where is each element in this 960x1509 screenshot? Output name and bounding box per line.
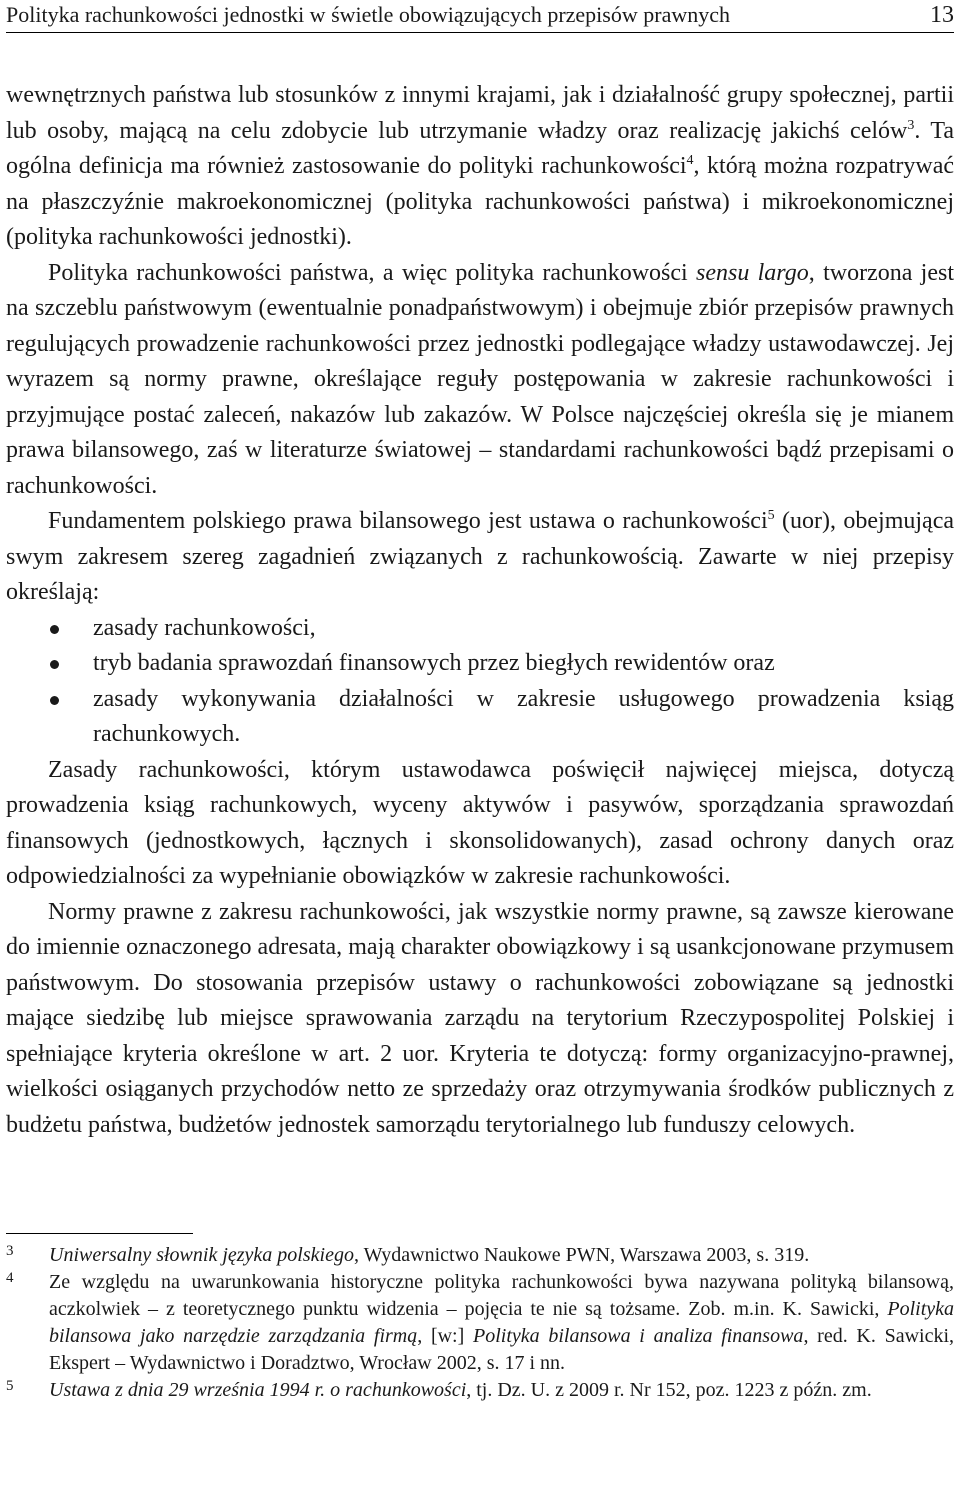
text-span: , którą można rozpatrywać na płaszczyźnie makroekonomicznej (polityka rachunkowości państwa) i mikroekonomicznej (polityka rachunkowości jednostki).: [6, 153, 954, 250]
text-span: , tworzona jest na szczeblu państwowym (ewentualnie ponadpaństwowym) i obejmuje zbiór przepisów prawnych regulujących prowadzenie rachunkowości przez jednostki podlegające władzy ustawodawczej. Jej wyrazem są normy prawne, określające reguły postępowania w zakresie rachunkowości i przyjmujące postać zaleceń, nakazów lub zakazów. W Polsce najczęściej określa się je mianem prawa bilansowego, zaś w literaturze światowej – standardami rachunkowości bądź przepisami o rachunkowości.: [6, 259, 955, 499]
italic-title: Polityka bilansowa jako narzędzie zarządzania firmą: [49, 1298, 954, 1347]
list-item-text: zasady wykonywania działalności w zakresie usługowego prowadzenia ksiąg rachunkowych.: [93, 685, 954, 747]
bullet-icon: [50, 696, 59, 705]
text-span: , Wydawnictwo Naukowe PWN, Warszawa 2003, s. 319.: [353, 1244, 810, 1266]
text-span: , [w:]: [417, 1325, 473, 1347]
paragraph-3: [6, 504, 954, 611]
list-item: [6, 646, 954, 682]
paragraph-5: Normy prawne z zakresu rachunkowości, jak wszystkie normy prawne, są zawsze kierowane do imiennie oznaczonego adresata, mają charakter obowiązkowy i są usankcjonowane przymusem państwowym. Do stosowania przepisów ustawy o rachunkowości zobowiązane są jednostki mające siedzibę lub miejsce sprawowania zarządu na terytorium Rzeczypospolitej Polskiej i spełniające kryteria określone w art. 2 uor. Kryteria te dotyczą: formy organizacyjno-prawnej, wielkości osiąganych przychodów netto ze sprzedaży oraz otrzymywania środków publicznych z budżetu państwa, budżetów jednostek samorządu terytorialnego lub funduszy celowych.: [6, 898, 954, 1138]
text-span: . Ta ogólna definicja ma również zastosowanie do polityki rachunkowości: [6, 117, 955, 179]
footnote-ref-5[interactable]: 5: [767, 508, 775, 523]
paragraph-1: [6, 78, 954, 256]
footnote-3: [6, 1242, 954, 1269]
text-span: Fundamentem polskiego prawa bilansowego jest ustawa o rachunkowości: [48, 508, 768, 534]
running-header: [6, 0, 954, 33]
list-item: [6, 682, 954, 753]
footnote-number: 4: [6, 1270, 14, 1286]
italic-title: Ustawa z dnia 29 września 1994 r. o rachunkowości: [49, 1379, 467, 1401]
list-item-text: tryb badania sprawozdań finansowych przez biegłych rewidentów oraz: [93, 650, 775, 676]
text-span: Ze względu na uwarunkowania historyczne polityka rachunkowości bywa nazywana polityką bilansową, aczkolwiek – z teoretycznego punktu widzenia – pojęcia te nie są tożsame. Zob. m.in. K. Sawicki,: [49, 1271, 954, 1320]
list-item-text: zasady rachunkowości,: [93, 614, 316, 641]
text-span: (uor), obejmująca swym zakresem szereg zagadnień związanych z rachunkowością. Zawarte w niej przepisy określają:: [6, 508, 955, 605]
text-span: Polityka rachunkowości państwa, a więc polityka rachunkowości: [48, 259, 696, 286]
list-item: [6, 611, 954, 647]
footnote-number: 3: [6, 1243, 14, 1259]
paragraph-2: [6, 256, 954, 505]
paragraph-4: Zasady rachunkowości, którym ustawodawca poświęcił najwięcej miejsca, dotyczą prowadzenia ksiąg rachunkowych, wyceny aktywów i pasywów, sporządzania sprawozdań finansowych (jednostkowych, łącznych i skonsolidowanych), zasad ochrony danych oraz odpowiedzialności za wypełnianie obowiązków w zakresie rachunkowości.: [6, 756, 954, 889]
footnote-separator: [6, 1233, 193, 1234]
footnote-4: [6, 1269, 954, 1377]
text-span: , tj. Dz. U. z 2009 r. Nr 152, poz. 1223 z późn. zm.: [466, 1379, 872, 1401]
page-number: 13: [930, 2, 954, 28]
bullet-icon: [50, 625, 59, 634]
footnote-ref-3[interactable]: 3: [907, 117, 915, 133]
bullet-list: [6, 611, 954, 753]
text-span: wewnętrznych państwa lub stosunków z innymi krajami, jak i działalność grupy społecznej, partii lub osoby, mającą na celu zdobycie lub utrzymanie władzy oraz realizację jakichś celów: [6, 82, 954, 144]
footnote-number: 5: [6, 1378, 14, 1394]
footnote-ref-4[interactable]: 4: [686, 153, 694, 168]
bullet-icon: [50, 660, 59, 669]
italic-title: Polityka bilansowa i analiza finansowa: [473, 1325, 804, 1347]
footnotes: [6, 1242, 954, 1404]
italic-term: sensu largo: [696, 259, 809, 286]
text-span: , red. K. Sawicki, Ekspert – Wydawnictwo i Doradztwo, Wrocław 2002, s. 17 i nn.: [49, 1325, 955, 1374]
footnote-5: [6, 1377, 954, 1404]
main-text: [6, 78, 954, 1143]
italic-title: Uniwersalny słownik języka polskiego: [49, 1244, 354, 1266]
running-title: Polityka rachunkowości jednostki w świetle obowiązujących przepisów prawnych: [6, 2, 730, 27]
